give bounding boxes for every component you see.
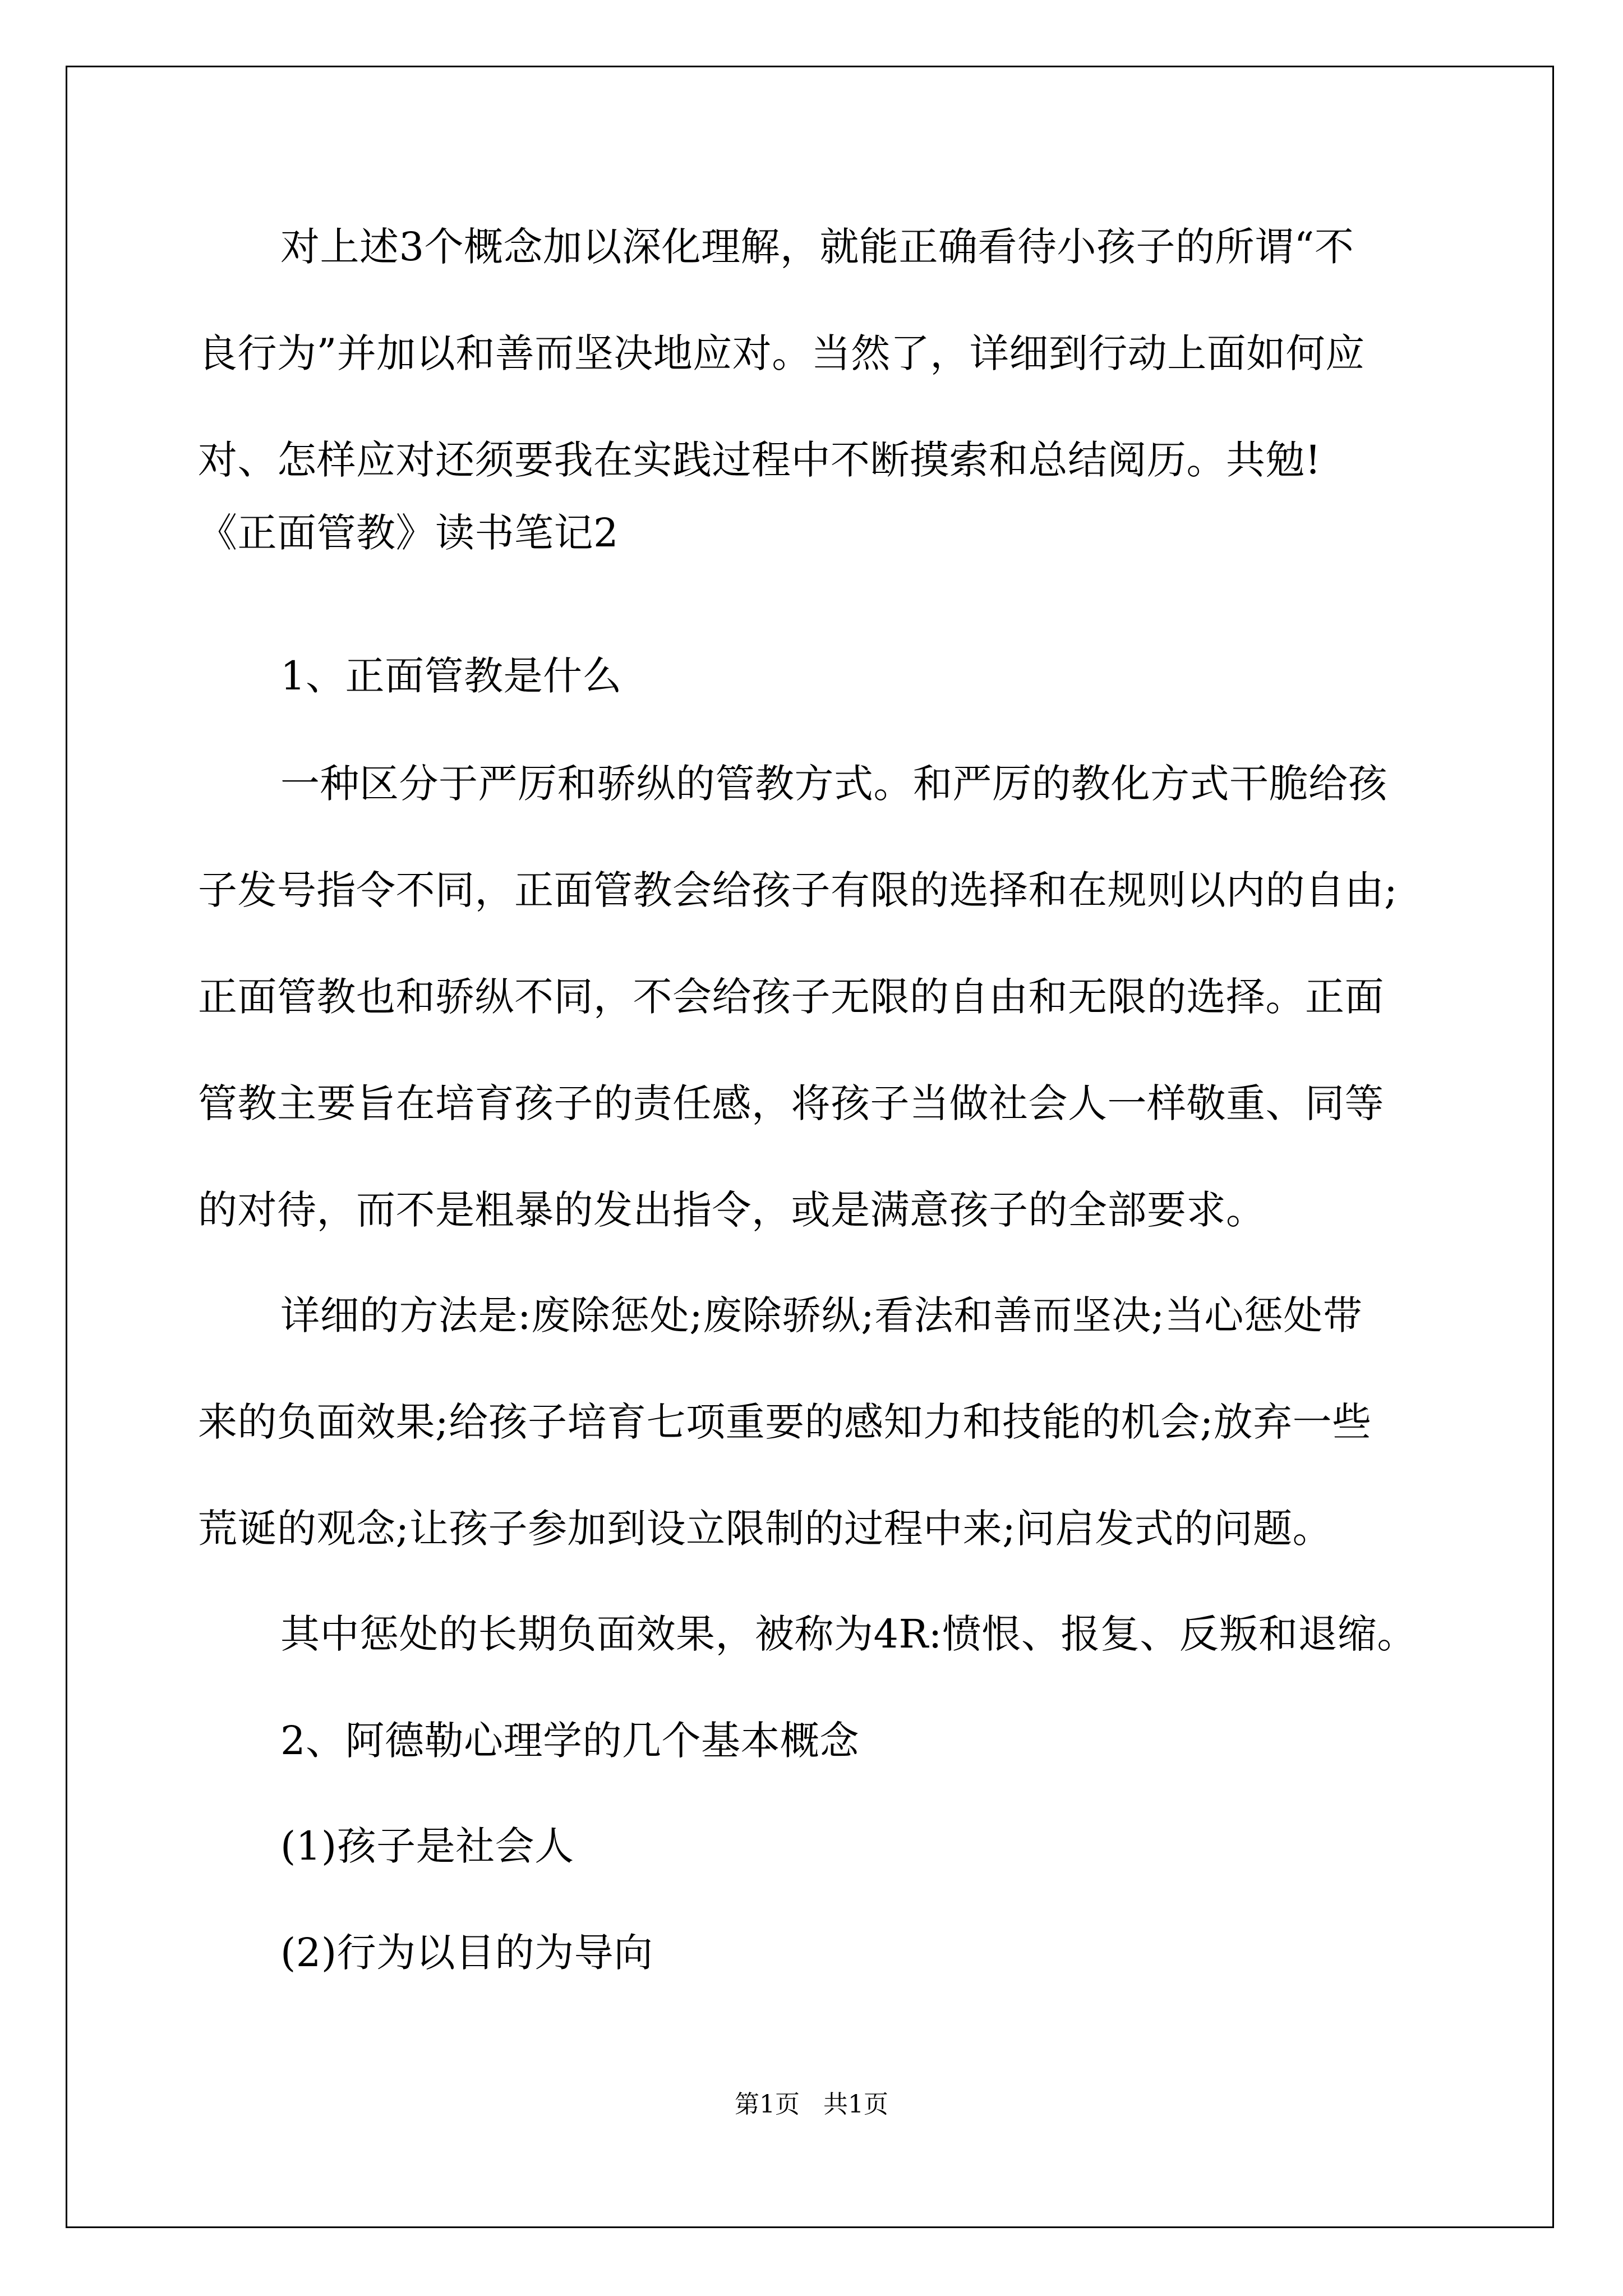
page-border bbox=[66, 66, 1554, 2228]
list-item: (1)孩子是社会人 bbox=[280, 1823, 574, 1869]
paragraph-line: 荒诞的观念;让孩子参加到设立限制的过程中来;问启发式的问题。 bbox=[198, 1506, 1332, 1552]
paragraph-line: 对上述3个概念加以深化理解，就能正确看待小孩子的所谓“不 bbox=[280, 224, 1354, 270]
subheading: 2、阿德勒心理学的几个基本概念 bbox=[280, 1718, 860, 1764]
section-heading: 《正面管教》读书笔记2 bbox=[198, 510, 619, 556]
page-number: 第1页 bbox=[735, 2090, 800, 2119]
page-footer bbox=[0, 2088, 1623, 2122]
subheading: 1、正面管教是什么 bbox=[280, 653, 623, 699]
page-total: 共1页 bbox=[823, 2090, 888, 2119]
paragraph-line: 的对待，而不是粗暴的发出指令，或是满意孩子的全部要求。 bbox=[198, 1187, 1266, 1233]
list-item: (2)行为以目的为导向 bbox=[280, 1930, 653, 1976]
paragraph-line: 正面管教也和骄纵不同，不会给孩子无限的自由和无限的选择。正面 bbox=[198, 974, 1384, 1020]
paragraph-line: 管教主要旨在培育孩子的责任感，将孩子当做社会人一样敬重、同等 bbox=[198, 1080, 1384, 1126]
paragraph-line: 其中惩处的长期负面效果，被称为4R:愤恨、报复、反叛和退缩。 bbox=[280, 1611, 1417, 1657]
paragraph-line: 一种区分于严厉和骄纵的管教方式。和严厉的教化方式干脆给孩 bbox=[280, 761, 1387, 807]
paragraph-line: 详细的方法是:废除惩处;废除骄纵;看法和善而坚决;当心惩处带 bbox=[280, 1292, 1363, 1338]
paragraph-line: 对、怎样应对还须要我在实践过程中不断摸索和总结阅历。共勉! bbox=[198, 437, 1321, 483]
paragraph-line: 来的负面效果;给孩子培育七项重要的感知力和技能的机会;放弃一些 bbox=[198, 1399, 1372, 1445]
paragraph-line: 良行为”并加以和善而坚决地应对。当然了，详细到行动上面如何应 bbox=[198, 330, 1365, 376]
paragraph-line: 子发号指令不同，正面管教会给孩子有限的选择和在规则以内的自由; bbox=[198, 867, 1398, 913]
